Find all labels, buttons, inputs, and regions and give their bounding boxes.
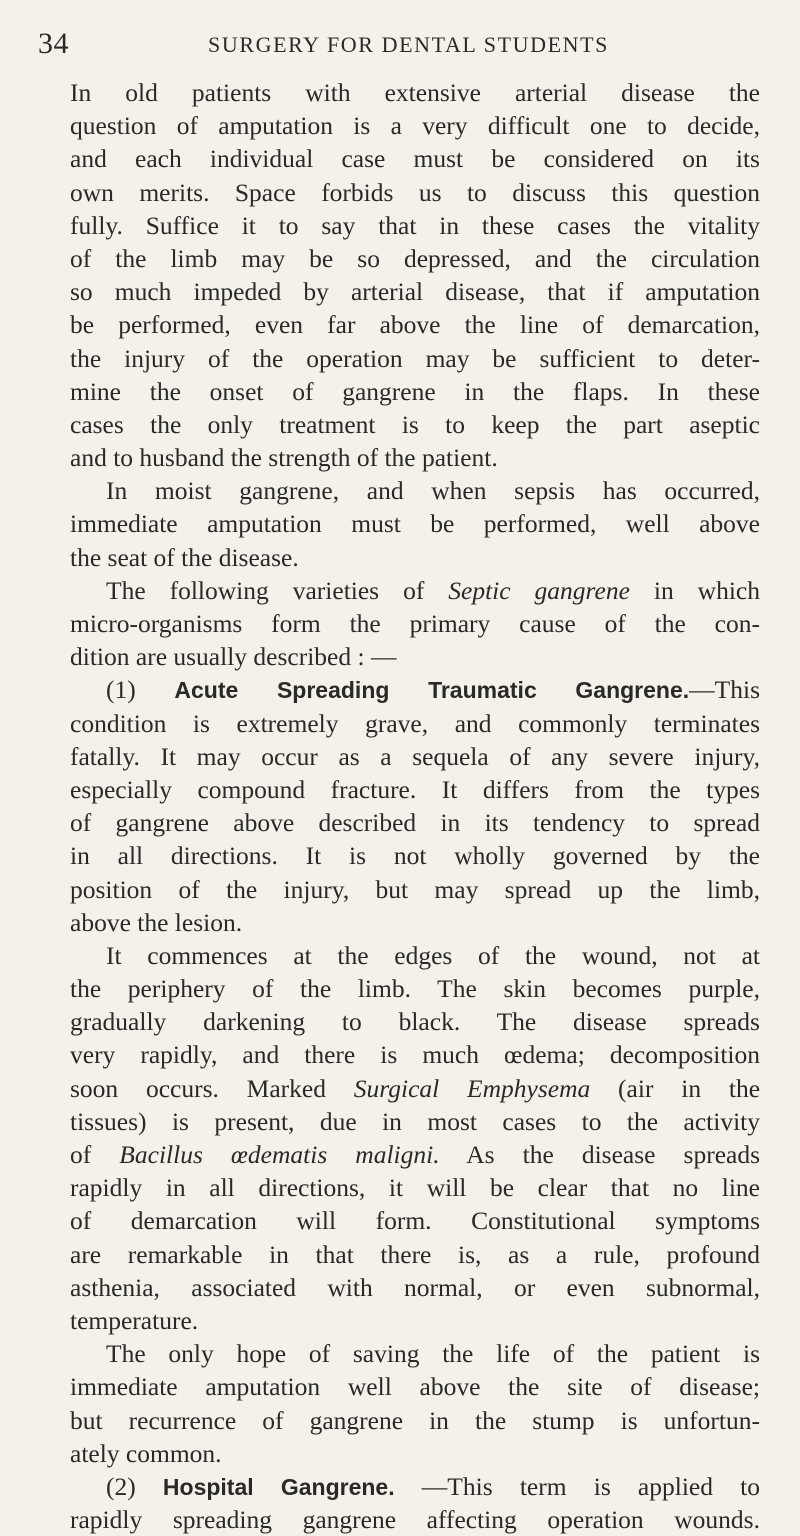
body-text	[70, 76, 760, 1536]
list-number: (2)	[106, 1471, 163, 1501]
line-tail: As the disease spreads	[439, 1140, 760, 1169]
section-heading-hospital-gangrene: Hospital Gangrene.	[162, 1473, 395, 1500]
text-line-bacillus	[70, 1138, 760, 1171]
text-line: micro-organisms form the primary cause of the con-	[70, 609, 760, 638]
text-line-heading-1	[70, 673, 760, 706]
text-line: of the limb may be so depressed, and the circulation	[70, 243, 760, 273]
text-line: fatally. It may occur as a sequela of any severe injury,	[70, 741, 760, 771]
text-line: position of the injury, but may spread up the limb,	[70, 874, 760, 904]
text-line: in all directions. It is not wholly governed by the	[70, 841, 760, 871]
text-line: In old patients with extensive arterial disease the	[70, 78, 760, 107]
text-line: ately common.	[70, 1438, 222, 1468]
text-line: of demarcation will form. Constitutional symptoms	[70, 1206, 760, 1236]
text-line: are remarkable in that there is, as a rule, profound	[70, 1239, 760, 1269]
line-tail: —This	[689, 675, 760, 705]
text-line: fully. Suffice it to say that in these cases the vitality	[70, 210, 760, 240]
text-line: The only hope of saving the life of the patient is	[106, 1339, 760, 1369]
text-line: cases the only treatment is to keep the part aseptic	[70, 409, 760, 439]
text-line: immediate amputation must be performed, well above	[70, 509, 760, 539]
page-number: 34	[38, 27, 69, 60]
septic-gangrene-term: Septic gangrene	[448, 575, 630, 605]
line-tail: (air in the	[590, 1073, 760, 1103]
text-line: rapidly spreading gangrene affecting operation wounds.	[70, 1505, 760, 1535]
text-line: mine the onset of gangrene in the flaps. In these	[70, 376, 760, 406]
text-line: especially compound fracture. It differs from the types	[70, 774, 760, 804]
text-line-septic	[70, 574, 760, 607]
text-line: It commences at the edges of the wound, not at	[106, 940, 760, 970]
text-line: asthenia, associated with normal, or even subnormal,	[70, 1272, 760, 1302]
text-line: and to husband the strength of the patient.	[70, 443, 498, 473]
text-line: condition is extremely grave, and commonly terminates	[70, 708, 760, 738]
text-line: and each individual case must be considered on its	[70, 144, 760, 174]
text-line: the seat of the disease.	[70, 542, 299, 572]
text-line: gradually darkening to black. The disease spreads	[70, 1007, 760, 1037]
text-line-heading-2	[70, 1470, 760, 1503]
text-line: of gangrene above described in its tendency to spread	[70, 808, 760, 838]
line-start: The following varieties of	[106, 575, 449, 605]
text-line: but recurrence of gangrene in the stump is unfortun-	[70, 1405, 760, 1435]
text-line: question of amputation is a very difficult one to decide,	[70, 111, 760, 141]
text-line: immediate amputation well above the site of disease;	[70, 1372, 760, 1402]
text-line: be performed, even far above the line of demarcation,	[70, 310, 760, 340]
line-start: soon occurs. Marked	[70, 1073, 354, 1103]
text-line: the periphery of the limb. The skin becomes purple,	[70, 974, 760, 1004]
text-line: temperature.	[70, 1305, 199, 1335]
text-line: tissues) is present, due in most cases to the activity	[70, 1106, 760, 1136]
line-tail: —This term is applied to	[394, 1471, 760, 1501]
running-head: SURGERY FOR DENTAL STUDENTS	[208, 32, 610, 57]
bacillus-term: Bacillus œdematis maligni.	[119, 1140, 440, 1169]
surgical-emphysema-term: Surgical Emphysema	[353, 1073, 591, 1103]
line-tail: in which	[629, 575, 760, 605]
text-line: dition are usually described : —	[70, 642, 397, 672]
text-line: rapidly in all directions, it will be clear that no line	[70, 1173, 760, 1203]
list-number: (1)	[106, 675, 175, 705]
text-line: the injury of the operation may be sufficient to deter-	[70, 343, 760, 373]
text-line: so much impeded by arterial disease, that if amputation	[70, 277, 760, 307]
text-line: very rapidly, and there is much œdema; decomposition	[70, 1040, 760, 1070]
text-line: In moist gangrene, and when sepsis has occurred,	[106, 476, 760, 506]
text-line: own merits. Space forbids us to discuss this question	[70, 177, 760, 207]
section-heading-acute-spreading: Acute Spreading Traumatic Gangrene.	[174, 677, 690, 704]
text-line-emphysema	[70, 1072, 760, 1105]
text-line: above the lesion.	[70, 907, 243, 937]
page-header	[38, 24, 728, 64]
line-start: of	[70, 1140, 120, 1169]
